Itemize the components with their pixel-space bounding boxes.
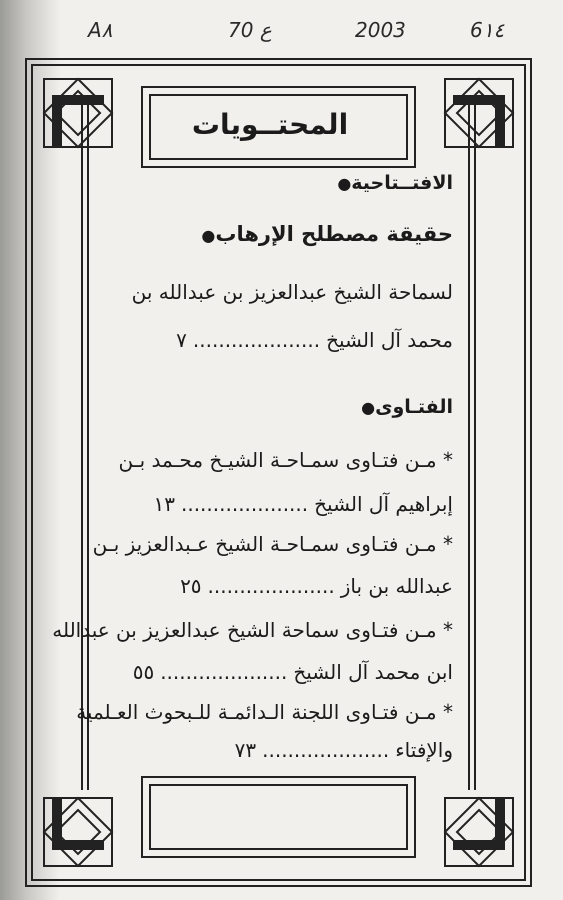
handwritten-year: 2003: [355, 18, 406, 42]
fatwa-source: إبراهيم آل الشيخ: [314, 492, 453, 516]
handwritten-mark-left: A۸: [88, 18, 113, 42]
bullet-icon: ●: [201, 226, 216, 245]
fatwa-entry-2-line2: [180, 574, 453, 598]
section-terrorism-label: حقيقة مصطلح الإرهاب: [215, 222, 453, 246]
fatwa-entry-3-line1: * مـن فتـاوى سماحة الشيخ عبدالعزيز بن عبدالله: [52, 618, 453, 642]
handwritten-number: 6١٤: [470, 18, 505, 42]
fatwa-entry-4-line2: [235, 738, 453, 762]
section-opening: [327, 172, 453, 194]
bullet-icon: ●: [361, 398, 376, 417]
leader-dots: ....................: [192, 328, 321, 352]
page-number: ٢٥: [180, 574, 202, 598]
intro-line-1: لسماحة الشيخ عبدالعزيز بن عبدالله بن: [131, 280, 453, 304]
fatwa-entry-2-line1: * مـن فتـاوى سمـاحـة الشيخ عـبدالعزيز بـن: [92, 532, 453, 556]
frame-border-svg: [22, 55, 535, 890]
fatwa-source: والإفتاء: [395, 738, 453, 762]
page-number: ٥٥: [132, 660, 155, 684]
fatwa-entry-4-line1: * مـن فتـاوى اللجنة الـدائمـة للـبحوث العـلمية: [76, 700, 453, 724]
fatwa-entry-1-line1: * مـن فتـاوى سمـاحـة الشيـخ محـمد بـن: [118, 448, 453, 472]
section-terrorism-term: [191, 222, 453, 246]
page-number: ٧٣: [234, 738, 257, 762]
bullet-icon: ●: [337, 174, 352, 193]
section-fatawa-label: الفتـاوى: [375, 396, 453, 418]
leader-dots: ....................: [180, 492, 309, 516]
leader-dots: ....................: [207, 574, 335, 598]
section-opening-label: الافتــتاحية: [351, 172, 453, 194]
fatwa-source: عبدالله بن باز: [340, 574, 453, 598]
leader-dots: ....................: [160, 660, 288, 684]
intro-line-2: محمد آل الشيخ: [326, 328, 453, 352]
intro-entry: [176, 328, 453, 352]
leader-dots: ....................: [262, 738, 390, 762]
fatwa-source: ابن محمد آل الشيخ: [293, 660, 453, 684]
fatwa-entry-3-line2: [133, 660, 453, 684]
page-title: المحتــويات: [191, 107, 349, 141]
ornamental-frame: [22, 55, 535, 890]
section-fatawa: [351, 396, 453, 418]
handwritten-code: 70 ع: [228, 18, 272, 42]
page-number: ١٣: [153, 492, 175, 516]
page-number: ٧: [176, 328, 187, 352]
fatwa-entry-1-line2: [154, 492, 454, 516]
